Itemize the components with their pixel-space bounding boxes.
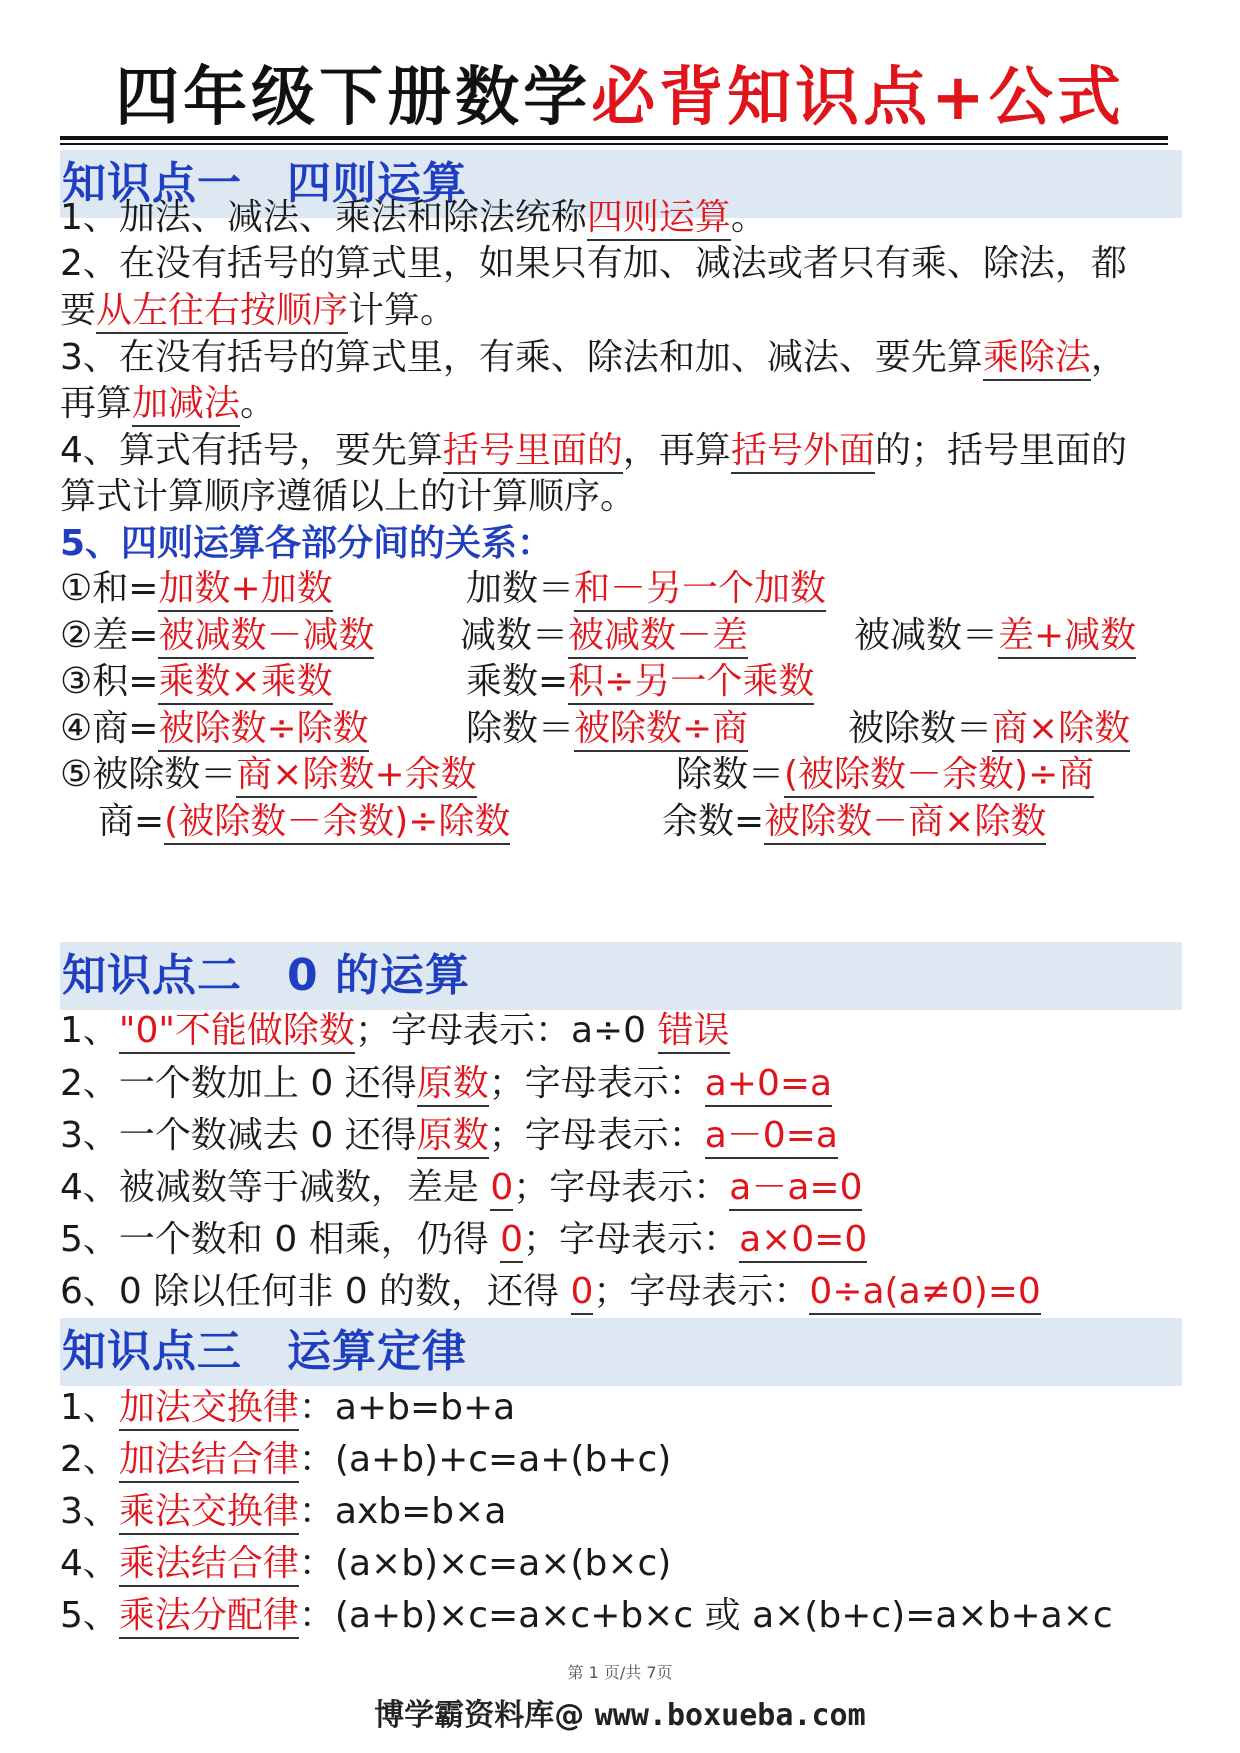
text-line	[60, 332, 1182, 384]
relation	[60, 749, 477, 801]
text: 。	[240, 383, 277, 424]
relation	[848, 703, 1130, 755]
text: ；字母表示：	[513, 1167, 730, 1208]
text: 余数=	[662, 801, 765, 842]
text: ；字母表示：	[488, 1063, 705, 1104]
key-term: a×0=0	[739, 1219, 867, 1263]
text: 5、	[60, 1595, 119, 1636]
key-term: 积÷另一个乘数	[568, 661, 814, 705]
text: 计算。	[348, 290, 457, 331]
key-term: 被除数÷除数	[158, 708, 368, 752]
text-line	[60, 1486, 1182, 1538]
text: ：(a×b)×c=a×(b×c)	[298, 1543, 672, 1584]
text: 1、	[60, 1387, 119, 1428]
text: 1、加法、减法、乘法和除法统称	[60, 197, 587, 238]
text: 商=	[98, 801, 165, 842]
text: ；字母表示：a÷0	[354, 1010, 658, 1051]
text-line	[60, 285, 1182, 337]
text: ②差=	[60, 615, 159, 656]
key-term: 加减法	[132, 383, 240, 427]
text: ，	[1090, 337, 1127, 378]
text: ：(a+b)+c=a+(b+c)	[298, 1439, 672, 1480]
page-number: 第 1 页/共 7页	[567, 1663, 673, 1682]
text-line	[60, 1538, 1182, 1590]
title-part-red: 必背知识点+公式	[591, 61, 1125, 135]
page-title	[0, 58, 1240, 138]
key-term: a－a=0	[729, 1167, 862, 1211]
text: 的；括号里面的	[874, 430, 1127, 471]
text: ⑤被除数＝	[60, 754, 237, 795]
relation	[662, 796, 1046, 848]
key-term: 商×除数	[992, 708, 1130, 752]
text: 要	[60, 290, 97, 331]
text: 3、一个数减去 0 还得	[60, 1115, 417, 1156]
text: 1、	[60, 1010, 119, 1051]
section-header-3	[60, 1318, 1182, 1386]
key-term: 被除数－商×除数	[764, 801, 1046, 845]
key-term: 错误	[658, 1010, 730, 1054]
text: ：(a+b)×c=a×c+b×c 或 a×(b+c)=a×b+a×c	[298, 1595, 1113, 1636]
text: ：a+b=b+a	[298, 1387, 516, 1428]
key-term: 括号外面	[731, 430, 875, 474]
text: 乘数=	[466, 661, 569, 702]
key-term: 0	[571, 1271, 594, 1315]
site-name: 博学霸资料库@	[374, 1698, 595, 1733]
key-term: 0	[490, 1167, 513, 1211]
title-rule-thin	[60, 143, 1168, 145]
key-term: 乘法分配律	[119, 1595, 299, 1639]
relation	[60, 610, 374, 662]
text: 除数＝	[676, 754, 785, 795]
key-term: (被除数－余数)÷除数	[164, 801, 510, 845]
relation	[466, 563, 826, 615]
text: ，再算	[622, 430, 731, 471]
key-term: 原数	[417, 1063, 489, 1107]
text: ①和=	[60, 568, 159, 609]
text: ③积=	[60, 661, 159, 702]
text: ；字母表示：	[523, 1219, 740, 1260]
relation	[460, 610, 748, 662]
text: 3、在没有括号的算式里，有乘、除法和加、减法、要先算	[60, 337, 983, 378]
key-term: 和－另一个加数	[574, 568, 826, 612]
text-line	[60, 1005, 1182, 1057]
text: 3、	[60, 1491, 119, 1532]
key-term: 加法结合律	[119, 1439, 299, 1483]
key-term: 0÷a(a≠0)=0	[809, 1271, 1040, 1315]
text: 2、在没有括号的算式里，如果只有加、减法或者只有乘、除法，都	[60, 243, 1127, 284]
text-line	[60, 1110, 1182, 1162]
relation	[60, 656, 333, 708]
text-line	[60, 1214, 1182, 1266]
relation	[466, 703, 748, 755]
key-term: (被除数－余数)÷商	[784, 754, 1094, 798]
text-line	[60, 192, 1182, 244]
key-term: 从左往右按顺序	[96, 290, 348, 334]
text: 减数＝	[460, 615, 569, 656]
text: 6、0 除以任何非 0 的数，还得	[60, 1271, 571, 1312]
text-line	[60, 425, 1182, 477]
text: ；字母表示：	[593, 1271, 810, 1312]
text: 2、	[60, 1439, 119, 1480]
key-term: 被减数－减数	[158, 615, 374, 659]
key-term: 括号里面的	[443, 430, 623, 474]
relation	[98, 796, 510, 848]
text: 除数＝	[466, 708, 575, 749]
text: 。	[730, 197, 767, 238]
text: 4、算式有括号，要先算	[60, 430, 443, 471]
key-term: 差+减数	[998, 615, 1136, 659]
text-line	[60, 471, 1182, 523]
text: 2、一个数加上 0 还得	[60, 1063, 417, 1104]
title-part-black: 四年级下册数学	[115, 61, 592, 135]
site-url: www.boxueba.com	[594, 1698, 866, 1733]
text-line	[60, 238, 1182, 290]
relation	[466, 656, 814, 708]
relation	[854, 610, 1136, 662]
key-term: 加数+加数	[158, 568, 332, 612]
text-line	[60, 1434, 1182, 1486]
key-term: 被减数－差	[568, 615, 748, 659]
key-term: 乘除法	[983, 337, 1091, 381]
text: ：axb=b×a	[298, 1491, 507, 1532]
watermark-footer	[0, 1690, 1240, 1734]
section-title: 知识点一 四则运算	[62, 158, 467, 209]
text-line	[60, 1058, 1182, 1110]
text-line	[60, 1382, 1182, 1434]
text: 被减数＝	[854, 615, 999, 656]
relation	[60, 703, 369, 755]
key-term: a+0=a	[705, 1063, 832, 1107]
key-term: 乘数×乘数	[158, 661, 332, 705]
text: ④商=	[60, 708, 159, 749]
text: 被除数＝	[848, 708, 993, 749]
key-term: 四则运算	[587, 197, 731, 241]
section-header-2	[60, 942, 1182, 1010]
text: 算式计算顺序遵循以上的计算顺序。	[60, 476, 637, 517]
key-term: 乘法结合律	[119, 1543, 299, 1587]
section-title: 知识点二 0 的运算	[62, 950, 470, 1001]
title-rule-thick	[60, 136, 1168, 140]
relation	[60, 563, 333, 615]
text: 4、被减数等于减数，差是	[60, 1167, 491, 1208]
relation	[676, 749, 1094, 801]
key-term: 原数	[417, 1115, 489, 1159]
text-line	[60, 1162, 1182, 1214]
key-term: 加法交换律	[119, 1387, 299, 1431]
text-line	[60, 1590, 1182, 1642]
key-term: 商×除数+余数	[236, 754, 476, 798]
text: 加数＝	[466, 568, 575, 609]
subheading: 5、四则运算各部分间的关系：	[60, 523, 554, 564]
key-term: 被除数÷商	[574, 708, 748, 752]
text: 再算	[60, 383, 133, 424]
text: 4、	[60, 1543, 119, 1584]
key-term: 0	[500, 1219, 523, 1263]
key-term: a－0=a	[705, 1115, 838, 1159]
text-line	[60, 1266, 1182, 1318]
text-line	[60, 378, 1182, 430]
section-title: 知识点三 运算定律	[62, 1326, 467, 1377]
text: ；字母表示：	[488, 1115, 705, 1156]
key-term: 乘法交换律	[119, 1491, 299, 1535]
text: 5、一个数和 0 相乘，仍得	[60, 1219, 501, 1260]
key-term: "0"不能做除数	[119, 1010, 355, 1054]
